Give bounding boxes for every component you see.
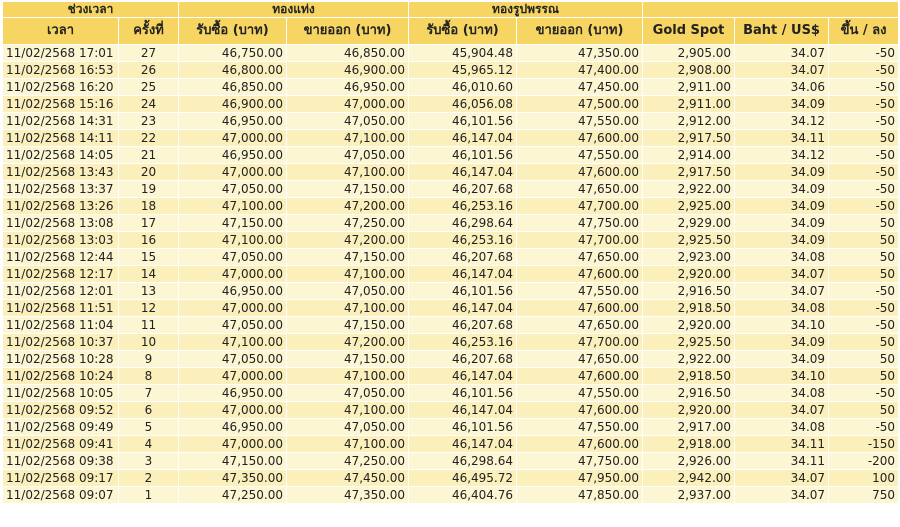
cell-gold-spot: 2,912.00 [643, 113, 735, 130]
cell-change: -50 [829, 62, 899, 79]
cell-gold-spot: 2,918.50 [643, 368, 735, 385]
cell-ornament-buy: 46,298.64 [409, 215, 517, 232]
cell-ornament-buy: 46,101.56 [409, 419, 517, 436]
header-group-period: ช่วงเวลา [3, 2, 179, 18]
table-row [3, 419, 899, 436]
cell-time: 11/02/2568 11:51 [3, 300, 119, 317]
cell-time: 11/02/2568 12:01 [3, 283, 119, 300]
cell-time: 11/02/2568 09:49 [3, 419, 119, 436]
cell-baht-usd: 34.09 [735, 96, 829, 113]
cell-ornament-sell: 47,400.00 [517, 62, 643, 79]
table-row [3, 436, 899, 453]
gold-price-history-table [2, 1, 899, 504]
cell-change: -50 [829, 164, 899, 181]
cell-time: 11/02/2568 14:11 [3, 130, 119, 147]
cell-baht-usd: 34.11 [735, 436, 829, 453]
header-time: เวลา [3, 18, 119, 45]
table-header [3, 2, 899, 45]
cell-bar-sell: 47,050.00 [287, 419, 409, 436]
cell-round: 10 [119, 334, 179, 351]
cell-ornament-buy: 46,207.68 [409, 181, 517, 198]
header-group-blank [643, 2, 899, 18]
cell-round: 22 [119, 130, 179, 147]
cell-time: 11/02/2568 10:24 [3, 368, 119, 385]
cell-ornament-buy: 46,147.04 [409, 402, 517, 419]
cell-bar-buy: 46,950.00 [179, 283, 287, 300]
cell-time: 11/02/2568 10:28 [3, 351, 119, 368]
table-row [3, 453, 899, 470]
cell-time: 11/02/2568 11:04 [3, 317, 119, 334]
cell-round: 1 [119, 487, 179, 504]
cell-round: 25 [119, 79, 179, 96]
table-row [3, 266, 899, 283]
cell-change: 100 [829, 470, 899, 487]
cell-time: 11/02/2568 09:52 [3, 402, 119, 419]
cell-bar-sell: 47,000.00 [287, 96, 409, 113]
cell-bar-sell: 47,100.00 [287, 436, 409, 453]
cell-gold-spot: 2,916.50 [643, 283, 735, 300]
cell-bar-buy: 47,050.00 [179, 249, 287, 266]
cell-change: -50 [829, 147, 899, 164]
cell-change: -50 [829, 198, 899, 215]
cell-ornament-buy: 46,147.04 [409, 266, 517, 283]
header-column-row [3, 18, 899, 45]
header-group-gold-bar: ทองแท่ง [179, 2, 409, 18]
cell-bar-sell: 46,900.00 [287, 62, 409, 79]
table-row [3, 368, 899, 385]
cell-time: 11/02/2568 13:26 [3, 198, 119, 215]
cell-baht-usd: 34.11 [735, 453, 829, 470]
cell-change: -200 [829, 453, 899, 470]
cell-ornament-sell: 47,950.00 [517, 470, 643, 487]
cell-time: 11/02/2568 10:05 [3, 385, 119, 402]
cell-round: 24 [119, 96, 179, 113]
cell-baht-usd: 34.07 [735, 470, 829, 487]
header-ornament-buy: รับซื้อ (บาท) [409, 18, 517, 45]
cell-ornament-sell: 47,600.00 [517, 130, 643, 147]
header-bar-sell: ขายออก (บาท) [287, 18, 409, 45]
cell-baht-usd: 34.11 [735, 130, 829, 147]
cell-time: 11/02/2568 12:17 [3, 266, 119, 283]
table-row [3, 62, 899, 79]
cell-ornament-buy: 46,207.68 [409, 249, 517, 266]
cell-ornament-sell: 47,650.00 [517, 249, 643, 266]
cell-bar-sell: 47,100.00 [287, 164, 409, 181]
cell-baht-usd: 34.06 [735, 79, 829, 96]
cell-round: 27 [119, 45, 179, 62]
header-gold-spot: Gold Spot [643, 18, 735, 45]
cell-ornament-buy: 46,253.16 [409, 232, 517, 249]
cell-bar-buy: 47,000.00 [179, 402, 287, 419]
cell-ornament-sell: 47,550.00 [517, 113, 643, 130]
cell-bar-buy: 47,150.00 [179, 453, 287, 470]
cell-ornament-sell: 47,600.00 [517, 164, 643, 181]
cell-baht-usd: 34.08 [735, 249, 829, 266]
cell-round: 13 [119, 283, 179, 300]
cell-time: 11/02/2568 09:17 [3, 470, 119, 487]
cell-ornament-buy: 46,101.56 [409, 283, 517, 300]
cell-ornament-sell: 47,850.00 [517, 487, 643, 504]
cell-round: 4 [119, 436, 179, 453]
cell-change: 50 [829, 402, 899, 419]
cell-time: 11/02/2568 16:53 [3, 62, 119, 79]
cell-time: 11/02/2568 09:07 [3, 487, 119, 504]
cell-baht-usd: 34.08 [735, 300, 829, 317]
cell-change: -50 [829, 317, 899, 334]
cell-round: 23 [119, 113, 179, 130]
cell-bar-sell: 47,250.00 [287, 453, 409, 470]
cell-ornament-sell: 47,500.00 [517, 96, 643, 113]
table-row [3, 215, 899, 232]
cell-gold-spot: 2,929.00 [643, 215, 735, 232]
cell-ornament-sell: 47,600.00 [517, 368, 643, 385]
cell-bar-buy: 46,800.00 [179, 62, 287, 79]
cell-baht-usd: 34.10 [735, 317, 829, 334]
cell-ornament-sell: 47,650.00 [517, 181, 643, 198]
cell-gold-spot: 2,920.00 [643, 402, 735, 419]
cell-ornament-sell: 47,600.00 [517, 300, 643, 317]
cell-bar-buy: 47,350.00 [179, 470, 287, 487]
cell-ornament-sell: 47,550.00 [517, 419, 643, 436]
cell-gold-spot: 2,925.50 [643, 334, 735, 351]
cell-gold-spot: 2,917.00 [643, 419, 735, 436]
cell-bar-buy: 46,950.00 [179, 113, 287, 130]
cell-change: 750 [829, 487, 899, 504]
cell-bar-sell: 47,200.00 [287, 232, 409, 249]
cell-bar-sell: 47,250.00 [287, 215, 409, 232]
table-row [3, 334, 899, 351]
cell-change: -50 [829, 385, 899, 402]
cell-gold-spot: 2,922.00 [643, 351, 735, 368]
cell-change: 50 [829, 249, 899, 266]
cell-round: 8 [119, 368, 179, 385]
cell-time: 11/02/2568 10:37 [3, 334, 119, 351]
table-row [3, 45, 899, 62]
cell-gold-spot: 2,920.00 [643, 266, 735, 283]
cell-bar-buy: 47,000.00 [179, 436, 287, 453]
cell-bar-sell: 47,450.00 [287, 470, 409, 487]
cell-bar-sell: 47,350.00 [287, 487, 409, 504]
cell-ornament-buy: 45,904.48 [409, 45, 517, 62]
table-row [3, 147, 899, 164]
cell-change: -50 [829, 96, 899, 113]
cell-ornament-sell: 47,700.00 [517, 198, 643, 215]
cell-baht-usd: 34.08 [735, 385, 829, 402]
cell-change: -50 [829, 181, 899, 198]
table-row [3, 249, 899, 266]
cell-bar-sell: 47,100.00 [287, 130, 409, 147]
cell-gold-spot: 2,911.00 [643, 79, 735, 96]
cell-bar-buy: 47,000.00 [179, 368, 287, 385]
cell-time: 11/02/2568 17:01 [3, 45, 119, 62]
cell-ornament-buy: 46,010.60 [409, 79, 517, 96]
cell-baht-usd: 34.07 [735, 62, 829, 79]
cell-bar-sell: 47,150.00 [287, 317, 409, 334]
cell-ornament-sell: 47,600.00 [517, 436, 643, 453]
cell-round: 15 [119, 249, 179, 266]
cell-ornament-buy: 45,965.12 [409, 62, 517, 79]
cell-time: 11/02/2568 16:20 [3, 79, 119, 96]
cell-ornament-buy: 46,298.64 [409, 453, 517, 470]
cell-gold-spot: 2,917.50 [643, 164, 735, 181]
cell-ornament-buy: 46,147.04 [409, 368, 517, 385]
cell-bar-sell: 47,150.00 [287, 181, 409, 198]
cell-round: 7 [119, 385, 179, 402]
cell-bar-sell: 47,050.00 [287, 385, 409, 402]
header-group-row [3, 2, 899, 18]
cell-gold-spot: 2,925.00 [643, 198, 735, 215]
cell-bar-buy: 47,100.00 [179, 232, 287, 249]
cell-bar-buy: 46,950.00 [179, 419, 287, 436]
cell-ornament-buy: 46,101.56 [409, 113, 517, 130]
cell-time: 11/02/2568 14:05 [3, 147, 119, 164]
table-row [3, 96, 899, 113]
cell-baht-usd: 34.07 [735, 487, 829, 504]
cell-bar-buy: 46,950.00 [179, 147, 287, 164]
cell-bar-buy: 47,050.00 [179, 351, 287, 368]
cell-gold-spot: 2,923.00 [643, 249, 735, 266]
cell-bar-sell: 47,100.00 [287, 266, 409, 283]
cell-round: 20 [119, 164, 179, 181]
cell-change: 50 [829, 266, 899, 283]
cell-ornament-buy: 46,207.68 [409, 317, 517, 334]
cell-bar-buy: 46,750.00 [179, 45, 287, 62]
cell-round: 16 [119, 232, 179, 249]
cell-time: 11/02/2568 15:16 [3, 96, 119, 113]
cell-baht-usd: 34.09 [735, 198, 829, 215]
cell-gold-spot: 2,920.00 [643, 317, 735, 334]
cell-round: 3 [119, 453, 179, 470]
cell-round: 14 [119, 266, 179, 283]
cell-change: -50 [829, 113, 899, 130]
table-row [3, 113, 899, 130]
cell-change: 50 [829, 232, 899, 249]
cell-bar-sell: 47,200.00 [287, 198, 409, 215]
cell-ornament-buy: 46,056.08 [409, 96, 517, 113]
cell-change: -50 [829, 79, 899, 96]
cell-bar-sell: 47,100.00 [287, 368, 409, 385]
cell-gold-spot: 2,937.00 [643, 487, 735, 504]
cell-round: 11 [119, 317, 179, 334]
table-row [3, 385, 899, 402]
header-change: ขึ้น / ลง [829, 18, 899, 45]
cell-gold-spot: 2,914.00 [643, 147, 735, 164]
cell-bar-buy: 47,000.00 [179, 164, 287, 181]
table-row [3, 164, 899, 181]
cell-change: -50 [829, 45, 899, 62]
cell-round: 19 [119, 181, 179, 198]
cell-bar-buy: 47,150.00 [179, 215, 287, 232]
cell-ornament-sell: 47,600.00 [517, 266, 643, 283]
table-row [3, 181, 899, 198]
cell-ornament-buy: 46,253.16 [409, 334, 517, 351]
cell-bar-buy: 47,250.00 [179, 487, 287, 504]
cell-round: 12 [119, 300, 179, 317]
cell-baht-usd: 34.09 [735, 351, 829, 368]
cell-gold-spot: 2,922.00 [643, 181, 735, 198]
cell-bar-sell: 47,050.00 [287, 147, 409, 164]
cell-bar-buy: 47,050.00 [179, 317, 287, 334]
table-row [3, 470, 899, 487]
cell-baht-usd: 34.12 [735, 147, 829, 164]
cell-bar-sell: 47,100.00 [287, 300, 409, 317]
cell-ornament-sell: 47,550.00 [517, 385, 643, 402]
cell-bar-buy: 47,000.00 [179, 300, 287, 317]
cell-bar-sell: 47,200.00 [287, 334, 409, 351]
cell-bar-sell: 47,150.00 [287, 249, 409, 266]
cell-time: 11/02/2568 14:31 [3, 113, 119, 130]
cell-bar-buy: 46,950.00 [179, 385, 287, 402]
header-round: ครั้งที่ [119, 18, 179, 45]
cell-gold-spot: 2,911.00 [643, 96, 735, 113]
cell-time: 11/02/2568 13:08 [3, 215, 119, 232]
cell-gold-spot: 2,917.50 [643, 130, 735, 147]
cell-round: 2 [119, 470, 179, 487]
table-body [3, 45, 899, 504]
cell-ornament-sell: 47,350.00 [517, 45, 643, 62]
cell-ornament-buy: 46,101.56 [409, 147, 517, 164]
cell-ornament-sell: 47,450.00 [517, 79, 643, 96]
cell-ornament-sell: 47,550.00 [517, 283, 643, 300]
cell-ornament-sell: 47,700.00 [517, 232, 643, 249]
table-row [3, 283, 899, 300]
cell-bar-sell: 47,050.00 [287, 113, 409, 130]
cell-round: 6 [119, 402, 179, 419]
cell-bar-buy: 46,900.00 [179, 96, 287, 113]
cell-baht-usd: 34.09 [735, 232, 829, 249]
cell-gold-spot: 2,918.00 [643, 436, 735, 453]
cell-time: 11/02/2568 09:41 [3, 436, 119, 453]
cell-bar-buy: 47,100.00 [179, 198, 287, 215]
cell-gold-spot: 2,925.50 [643, 232, 735, 249]
cell-ornament-sell: 47,550.00 [517, 147, 643, 164]
cell-change: 50 [829, 368, 899, 385]
cell-gold-spot: 2,908.00 [643, 62, 735, 79]
cell-time: 11/02/2568 13:37 [3, 181, 119, 198]
cell-gold-spot: 2,926.00 [643, 453, 735, 470]
cell-ornament-sell: 47,650.00 [517, 317, 643, 334]
cell-time: 11/02/2568 13:43 [3, 164, 119, 181]
cell-bar-buy: 47,100.00 [179, 334, 287, 351]
cell-round: 9 [119, 351, 179, 368]
table-row [3, 487, 899, 504]
cell-baht-usd: 34.07 [735, 402, 829, 419]
cell-baht-usd: 34.08 [735, 419, 829, 436]
cell-round: 17 [119, 215, 179, 232]
cell-bar-sell: 47,100.00 [287, 402, 409, 419]
cell-round: 21 [119, 147, 179, 164]
cell-baht-usd: 34.09 [735, 334, 829, 351]
cell-baht-usd: 34.12 [735, 113, 829, 130]
cell-ornament-sell: 47,750.00 [517, 215, 643, 232]
cell-time: 11/02/2568 13:03 [3, 232, 119, 249]
cell-ornament-buy: 46,207.68 [409, 351, 517, 368]
cell-ornament-buy: 46,253.16 [409, 198, 517, 215]
cell-change: 50 [829, 130, 899, 147]
cell-baht-usd: 34.09 [735, 164, 829, 181]
cell-baht-usd: 34.07 [735, 266, 829, 283]
cell-time: 11/02/2568 12:44 [3, 249, 119, 266]
cell-ornament-sell: 47,600.00 [517, 402, 643, 419]
header-group-gold-ornament: ทองรูปพรรณ [409, 2, 643, 18]
cell-bar-sell: 47,050.00 [287, 283, 409, 300]
cell-ornament-buy: 46,147.04 [409, 436, 517, 453]
cell-ornament-sell: 47,750.00 [517, 453, 643, 470]
cell-round: 5 [119, 419, 179, 436]
cell-round: 18 [119, 198, 179, 215]
table-row [3, 300, 899, 317]
table-row [3, 79, 899, 96]
cell-bar-buy: 47,000.00 [179, 130, 287, 147]
cell-ornament-sell: 47,650.00 [517, 351, 643, 368]
table-row [3, 198, 899, 215]
cell-bar-sell: 46,950.00 [287, 79, 409, 96]
header-baht-usd: Baht / US$ [735, 18, 829, 45]
cell-baht-usd: 34.07 [735, 283, 829, 300]
cell-gold-spot: 2,942.00 [643, 470, 735, 487]
cell-time: 11/02/2568 09:38 [3, 453, 119, 470]
cell-baht-usd: 34.09 [735, 215, 829, 232]
cell-ornament-buy: 46,101.56 [409, 385, 517, 402]
cell-ornament-buy: 46,147.04 [409, 130, 517, 147]
table-row [3, 232, 899, 249]
cell-change: 50 [829, 215, 899, 232]
cell-ornament-buy: 46,147.04 [409, 300, 517, 317]
cell-change: -50 [829, 300, 899, 317]
cell-change: 50 [829, 351, 899, 368]
header-bar-buy: รับซื้อ (บาท) [179, 18, 287, 45]
cell-gold-spot: 2,905.00 [643, 45, 735, 62]
cell-change: -50 [829, 283, 899, 300]
cell-bar-sell: 46,850.00 [287, 45, 409, 62]
header-ornament-sell: ขายออก (บาท) [517, 18, 643, 45]
cell-bar-buy: 46,850.00 [179, 79, 287, 96]
cell-ornament-buy: 46,495.72 [409, 470, 517, 487]
cell-change: -150 [829, 436, 899, 453]
cell-round: 26 [119, 62, 179, 79]
cell-baht-usd: 34.10 [735, 368, 829, 385]
cell-ornament-buy: 46,404.76 [409, 487, 517, 504]
cell-baht-usd: 34.09 [735, 181, 829, 198]
table-row [3, 317, 899, 334]
cell-bar-buy: 47,000.00 [179, 266, 287, 283]
cell-bar-buy: 47,050.00 [179, 181, 287, 198]
table-row [3, 402, 899, 419]
cell-ornament-buy: 46,147.04 [409, 164, 517, 181]
cell-change: 50 [829, 334, 899, 351]
cell-baht-usd: 34.07 [735, 45, 829, 62]
table-row [3, 351, 899, 368]
cell-ornament-sell: 47,700.00 [517, 334, 643, 351]
cell-bar-sell: 47,150.00 [287, 351, 409, 368]
cell-change: -50 [829, 419, 899, 436]
table-row [3, 130, 899, 147]
cell-gold-spot: 2,916.50 [643, 385, 735, 402]
cell-gold-spot: 2,918.50 [643, 300, 735, 317]
